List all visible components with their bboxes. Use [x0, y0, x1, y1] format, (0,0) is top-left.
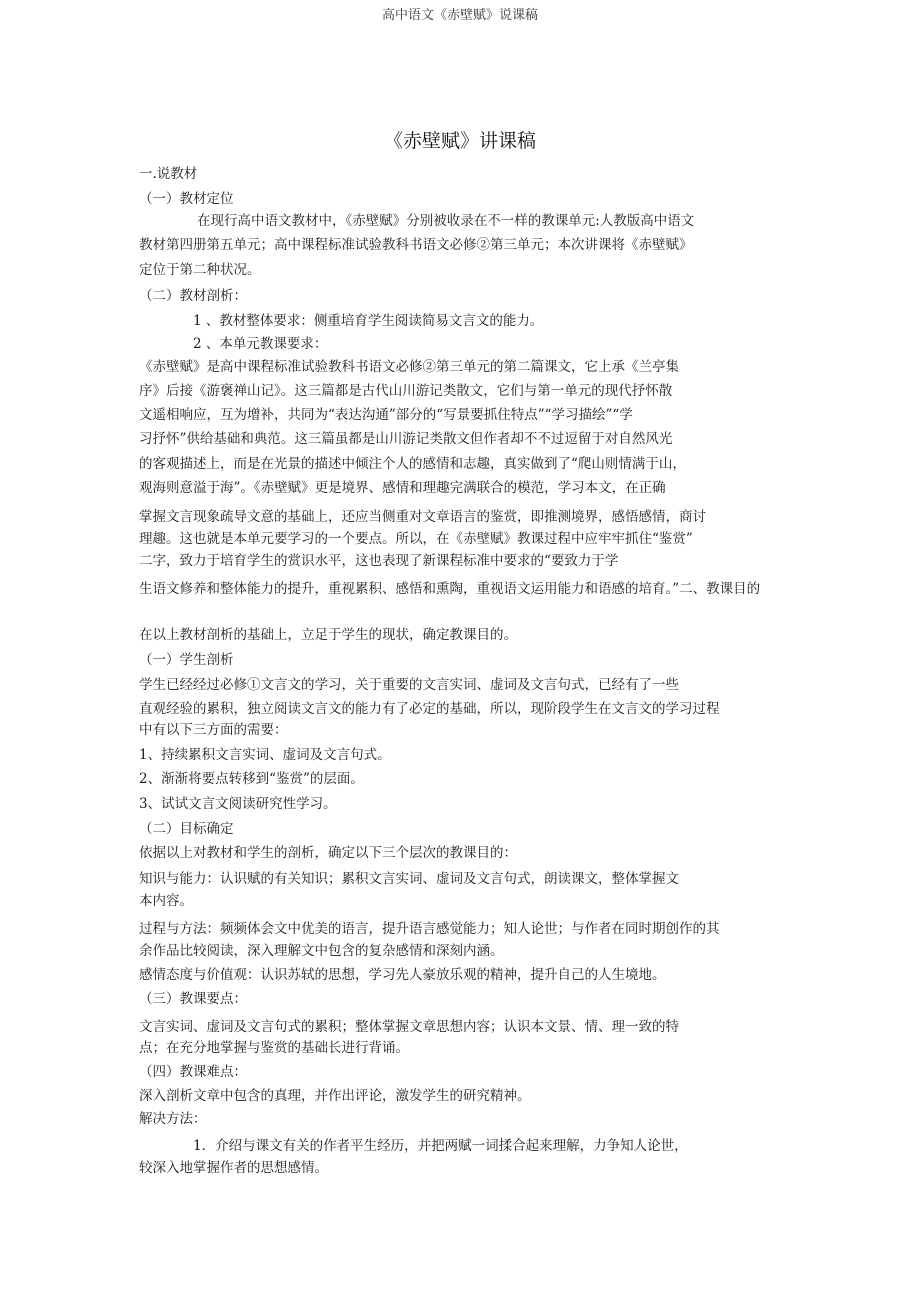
paragraph-line: 在以上教材剖析的基础上，立足于学生的现状，确定教课目的。: [139, 627, 517, 643]
subsection-heading: （二）教材剖析：: [139, 288, 247, 304]
list-item: 1．介绍与课文有关的作者平生经历，并把两赋一词揉合起来理解，力争知人论世，: [193, 1138, 688, 1154]
paragraph-line: 二字，致力于培育学生的赏识水平，这也表现了新课程标准中要求的“要致力于学: [139, 553, 619, 569]
subsection-heading: （三）教课要点：: [139, 991, 247, 1007]
paragraph-line: 直观经验的累积，独立阅读文言文的能力有了必定的基础，所以，现阶段学生在文言文的学习过程: [139, 701, 720, 717]
paragraph-line: 定位于第二种状况。: [139, 262, 261, 278]
paragraph-line: 观海则意溢于海”。《赤壁赋》更是境界、感情和理趣完满联合的模范，学习本文，在正确: [139, 480, 666, 496]
page-header: 高中语文《赤壁赋》说课稿: [381, 8, 538, 23]
list-item: 1、持续累积文言实词、虚词及文言句式。: [139, 747, 391, 763]
subsection-heading: （四）教课难点：: [139, 1064, 247, 1080]
paragraph-line: 较深入地掌握作者的思想感情。: [139, 1160, 328, 1176]
paragraph-line: 过程与方法：频频体会文中优美的语言，提升语言感觉能力；知人论世；与作者在同时期创作的其: [139, 921, 720, 937]
paragraph-line: 点；在充分地掌握与鉴赏的基础长进行背诵。: [139, 1040, 409, 1056]
section-heading: 一.说教材: [139, 166, 198, 182]
list-item: 2、渐渐将要点转移到“鉴赏”的层面。: [139, 771, 364, 787]
list-item: 3、试试文言文阅读研究性学习。: [139, 796, 337, 812]
paragraph-line: 习抒怀”供给基础和典范。这三篇虽都是山川游记类散文但作者却不不过逗留于对自然风光: [139, 431, 673, 447]
document-title: 《赤壁赋》讲课稿: [383, 130, 536, 152]
paragraph-line: 教材第四册第五单元；高中课程标准试验教科书语文必修②第三单元；本次讲课将《赤壁赋》: [139, 237, 693, 253]
subsection-heading: （一）教材定位: [139, 191, 234, 207]
list-item: 1 、教材整体要求：侧重培育学生阅读简易文言文的能力。: [193, 313, 544, 329]
paragraph-line: 余作品比较阅读，深入理解文中包含的复杂感情和深刻内涵。: [139, 943, 504, 959]
paragraph-line: 感情态度与价值观：认识苏轼的思想，学习先人豪放乐观的精神，提升自己的人生境地。: [139, 967, 666, 983]
paragraph-line: 的客观描述上，而是在光景的描述中倾注个人的感情和志趣，真实做到了“爬山则情满于山，: [139, 456, 686, 472]
paragraph-line: 生语文修养和整体能力的提升，重视累积、感悟和熏陶，重视语文运用能力和语感的培育。”二、教课目的: [139, 581, 761, 597]
subsection-heading: （二）目标确定: [139, 821, 234, 837]
paragraph-line: 本内容。: [139, 893, 193, 909]
paragraph-line: 掌握文言现象疏导文意的基础上，还应当侧重对文章语言的鉴赏，即推测境界，感悟感情，商讨: [139, 509, 706, 525]
paragraph-line: 知识与能力：认识赋的有关知识；累积文言实词、虚词及文言句式，朗读课文，整体掌握文: [139, 871, 679, 887]
list-item: 2 、本单元教课要求：: [193, 336, 328, 352]
paragraph-line: 学生已经经过必修①文言文的学习，关于重要的文言实词、虚词及文言句式，已经有了一些: [139, 677, 679, 693]
paragraph-line: 文言实词、虚词及文言句式的累积；整体掌握文章思想内容；认识本文景、情、理一致的特: [139, 1019, 679, 1035]
paragraph-line: 理趣。这也就是本单元要学习的一个要点。所以，在《赤壁赋》教课过程中应牢牢抓住“鉴赏”: [139, 531, 693, 547]
paragraph-line: 中有以下三方面的需要：: [139, 722, 288, 738]
paragraph-line: 依据以上对教材和学生的剖析，确定以下三个层次的教课目的：: [139, 845, 517, 861]
paragraph-line: 深入剖析文章中包含的真理，并作出评论，激发学生的研究精神。: [139, 1088, 531, 1104]
paragraph-line: 文遥相响应，互为增补，共同为“表达沟通”部分的“写景要抓住特点”“学习描绘”“学: [139, 407, 633, 423]
paragraph-line: 《赤壁赋》是高中课程标准试验教科书语文必修②第三单元的第二篇课文，它上承《兰亭集: [139, 359, 679, 375]
paragraph-line: 在现行高中语文教材中，《赤壁赋》分别被收录在不一样的教课单元:人教版高中语文: [197, 213, 695, 229]
paragraph-line: 序》后接《游褒禅山记》。这三篇都是古代山川游记类散文，它们与第一单元的现代抒怀散: [139, 383, 673, 399]
subsection-heading: （一）学生剖析: [139, 652, 234, 668]
paragraph-line: 解决方法：: [139, 1111, 207, 1127]
